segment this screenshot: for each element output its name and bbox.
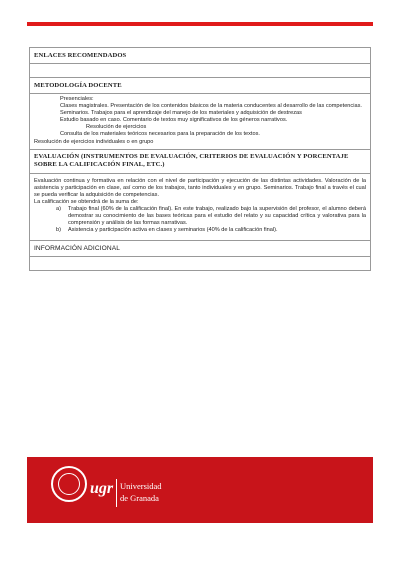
evaluacion-item-a	[34, 206, 366, 227]
seminarios-text: Seminarios. Trabajos para el aprendizaje del manejo de los materiales y adquisición de destrezas	[60, 110, 302, 117]
estudio-caso-text: Estudio basado en caso. Comentario de textos muy significativos de los géneros narrativos.	[60, 117, 288, 124]
university-name-line2: de Granada	[120, 493, 159, 503]
item-text: Trabajo final (60% de la calificación final). En este trabajo, realizado bajo la supervisión del profesor, el alumno deberá demostrar su conocimiento de las bases teóricas para el estudio del relato y su capacidad crítica y valorativa para la comprensión y análisis de las formas narrativas.	[68, 206, 366, 227]
university-name	[120, 480, 162, 504]
item-marker: b)	[56, 227, 61, 234]
evaluacion-suma: La calificación se obtendrá de la suma de:	[34, 198, 139, 205]
top-red-rule	[27, 22, 373, 26]
metodologia-header	[30, 78, 370, 94]
metodologia-title: METODOLOGÍA DOCENTE	[34, 82, 122, 89]
guide-table	[29, 47, 371, 271]
logo-divider	[116, 479, 117, 507]
university-seal-icon	[51, 466, 87, 502]
clases-magistrales-text: Clases magistrales. Presentación de los contenidos básicos de la materia conducentes al desarrollo de las competencias.	[60, 103, 362, 110]
enlaces-title: ENLACES RECOMENDADOS	[34, 52, 127, 59]
resolucion-ejercicios-text: Resolución de ejercicios	[86, 124, 147, 131]
enlaces-header	[30, 48, 370, 64]
informacion-content	[30, 257, 370, 270]
metodologia-content	[30, 94, 370, 150]
university-footer	[27, 457, 373, 523]
evaluacion-intro: Evaluación continua y formativa en relación con el nivel de participación y ejecución de las distintas actividades. Valoración de la asistencia y participación en clase, así como de los trabajos, tanto individuales y en grupo. Seminarios. Trabajo final a través el cual se pueda verificar la adquisición de competencias.	[34, 177, 366, 198]
ugr-logo-text: ugr	[90, 480, 114, 497]
evaluacion-item-b	[34, 227, 366, 234]
university-name-line1: Universidad	[120, 481, 162, 491]
evaluacion-title: EVALUACIÓN (INSTRUMENTOS DE EVALUACIÓN, CRITERIOS DE EVALUACIÓN Y PORCENTAJE SOBRE LA CALIFICACIÓN FINAL, ETC.)	[34, 153, 349, 169]
resolucion-individual-text: Resolución de ejercicios individuales o en grupo	[34, 138, 154, 145]
item-text: Asistencia y participación activa en clases y seminarios (40% de la calificación final).	[68, 227, 278, 234]
presenciales-label: Presenciales:	[60, 96, 94, 102]
consulta-materiales-text: Consulta de los materiales teóricos necesarios para la preparación de los textos.	[60, 131, 260, 138]
seal-inner-ring	[58, 473, 80, 495]
enlaces-content	[30, 64, 370, 78]
informacion-header	[30, 241, 370, 257]
evaluacion-content	[30, 174, 370, 242]
informacion-title: INFORMACIÓN ADICIONAL	[34, 245, 120, 253]
item-marker: a)	[56, 206, 61, 213]
evaluacion-header	[30, 150, 370, 174]
